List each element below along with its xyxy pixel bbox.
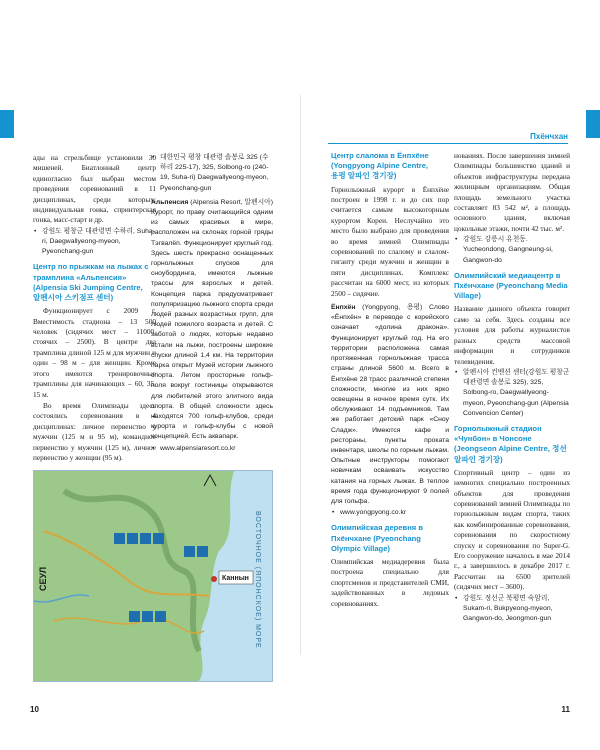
- address: • 강원도 정선군 북평면 숙암리, Sukam-ri, Bukpyeong-myeon, Gangwon-do, Jeongmon-gun: [463, 594, 570, 625]
- paragraph: [151, 198, 273, 443]
- alpensia-title: Альпенсия: [151, 198, 189, 206]
- paragraph: ады на стрельбище установили 30 мишеней. Биатлонный центр единогласно был выбран местом проведения соревнований в 11 дисциплинах, среди которых: индивидуальная гонка, спринтерская гонка, масс-старт и др.: [33, 153, 156, 225]
- sea-label: ВОСТОЧНОЕ (ЯПОНСКОЕ) МОРЕ: [254, 511, 261, 649]
- address-list: [151, 153, 273, 194]
- header-rule: [328, 143, 568, 144]
- website-link[interactable]: • www.yongpyong.co.kr: [340, 508, 449, 518]
- address-list: [454, 368, 570, 419]
- venue-icon: [155, 611, 166, 622]
- address: • 대한민국 평창 대관령 솔봉로 325 (수하리 225-17), 325, Solbong-ro (240-19, Suha-ri) Daegwallyeong-myeon, Pyeonchang-gun: [160, 153, 273, 194]
- left-thumb-tab: [0, 110, 14, 138]
- running-head: Пхёнчхан: [530, 132, 568, 141]
- paragraph: Функционирует с 2009 г. Вместимость стадиона – 13 500 человек (сидячих мест – 11000, стоячих – 2500). В центре два трамплина длиной 125 м для мужчин и один – 98 м – для женщин. Кроме этого имеются тренировочные трамплины для начинающих – 60, 35, 15 м.: [33, 306, 156, 399]
- venue-icon: [127, 533, 138, 544]
- venue-icon: [197, 546, 208, 557]
- paragraph: Горнолыжный курорт в Ёнпхёне построен в 1998 г. и до сих пор считается самым высокогорным курортом Кореи. Неслучайно это место было выбрано для проведения во время зимней Олимпиады соревнований по слалому и слалом-гиганту среди мужчин и женщин в пяти дисциплинах. Комплекс рассчитан на 6000 мест, из которых 2500 – сидячие.: [331, 184, 449, 298]
- page-number-left: 10: [30, 705, 39, 714]
- paragraph: [331, 303, 449, 507]
- address: • 강원도 강릉시 유천동. Yucheondong, Gangneung-si, Gangwon-do: [463, 235, 570, 266]
- region-map: [33, 470, 273, 682]
- venue-icon: [114, 533, 125, 544]
- column-4: [454, 151, 570, 624]
- column-2: [151, 153, 273, 454]
- venue-icon: [129, 611, 140, 622]
- alpensia-korean: (Alpensia Resort, 알펜시아): [190, 198, 273, 206]
- map-drawing: [34, 471, 272, 681]
- gangneung-marker: [211, 576, 217, 582]
- address: • 알펜시아 컨벤션 센터(강원도 평창군 대관령면 솔봉로 325), 325, Solbong-ro, Daegwallyeong-myeon, Pyeonchang-gun (Alpensia Convencion Center): [463, 368, 570, 419]
- venue-icon: [153, 533, 164, 544]
- section-heading-ski-jump: Центр по прыжкам на лыжах с трамплина «Альпенсия» (Alpensia Ski Jumping Centre, 알펜시아 스키점프 센터): [33, 262, 149, 303]
- right-thumb-tab: [586, 110, 600, 138]
- section-heading-media: Олимпийский медиацентр в Пхёнчхане (Pyeonchang Media Village): [454, 270, 568, 301]
- yongpyong-text: Слово «Ёнпхён» в переводе с корейского означает «долина дракона». Функционирует круглый год. На его территории расположена самая протяженная горнолыжная трасса страны длиной 5600 м. Всего в Ёнпхёне 28 трасс различной степени сложности, многие из них ярко освещены в ночное время сутк. Их обслуживают 14 подъемников. Там же работает детский парк «Сноу Сладж». Имеются кафе и рестораны, пункты проката инвентаря, школы по горным лыжам. Опытные инструкторы помогают новичкам осваивать искусство катания на горных лыжах. В теплое время года функционируют 9 полей для гольфа.: [331, 304, 449, 505]
- website-list: [151, 444, 273, 454]
- website-link[interactable]: • www.alpensiaresort.co.kr: [160, 444, 273, 454]
- column-1: [33, 153, 156, 464]
- paragraph: нованиях. После завершения зимней Олимпиады большинство зданий и объектов инфраструктуры передана жилищным организациям. Общая площадь земельного участка составляет 83 542 м², а площадь основного здания, включая цокольные этажи, почти 42 тыс. м².: [454, 151, 570, 233]
- venue-icon: [140, 533, 151, 544]
- venue-icon: [142, 611, 153, 622]
- website-list: [331, 508, 449, 518]
- section-heading-jeongseon: Горнолыжный стадион «Чунбон» в Чонсоне (Jeongseon Alpine Centre, 정선 알파인 경기장): [454, 423, 567, 464]
- yongpyong-title: Ёнпхён: [331, 304, 356, 312]
- section-heading-slalom: Центр слалома в Ёнпхёне (Yongpyong Alpine Centre, 용평 알파인 경기장): [331, 151, 429, 181]
- paragraph: Название данного объекта говорит само за себя. Здесь созданы все условия для работы журналистов разных средств массовой информации и сотрудников телевидения.: [454, 304, 570, 366]
- paragraph: Олимпийская медиадеревня была построена специально для спортсменов и представителей СМИ, задействованных в ледовых соревнованиях.: [331, 556, 449, 608]
- alpensia-text: Курорт, по праву считающийся одним из самых красивых в мире, расположен на склонах горной гряды Тэгвалёп. Функционирует круглый год. Здесь шесть прекрасно оснащенных горнолыжных спусков для сноубординга, имеются лыжные трассы для взрослых и детей. Концепция парка предусматривает популяризацию лыжного спорта среди людей разных возрастных групп, для людей пожилого возраста и детей. С заботой о людях, которые недавно встали на лыжи, построены широкие спуски длиной 1,4 км. На территории парка открыт Музей истории лыжного спорта. Летом просторные гольф-поля вокруг гостиницы открываются для любителей этого элитного вида спорта. В общей сложности здесь находятся 700 гольф-клубов, среди курорта и гольф-клубы с новой концепцией. Есть аквапарк.: [151, 209, 273, 441]
- venue-icon: [184, 546, 195, 557]
- paragraph: Во время Олимпиады здесь состоялись соревнования в 4 дисциплинах: личное первенство у мужчин (125 м и 95 м), командное первенство у мужчин (125 м), личное первенство у женщин (95 м).: [33, 400, 156, 462]
- seoul-label: СЕУЛ: [38, 566, 48, 591]
- column-3: [331, 151, 449, 610]
- address: • 강원도 평창군 대관령면 수하리, Suha-ri, Daegwallyeong-myeon, Pyeonchang-gun: [42, 227, 156, 258]
- yongpyong-korean: (Yongpyong, 용평): [362, 304, 423, 312]
- gangneung-label: Каннын: [222, 575, 249, 582]
- paragraph: Спортивный центр – один из немногих специально построенных объектов для проведения соревнований зимней Олимпиады по горнолыжным видам спорта, таких как комбинированные соревнования, соревнования по скоростному спуску и соревнования по Super-G. Его сооружение началось в мае 2014 г., а завершилось в декабре 2017 г. Рассчитан на 6500 зрителей (сидячих мест – 3600).: [454, 467, 570, 592]
- address-list: [454, 594, 570, 625]
- address-list: [454, 235, 570, 266]
- page-number-right: 11: [561, 705, 570, 714]
- spine-divider: [300, 95, 301, 655]
- section-heading-village: Олимпийская деревня в Пхёнчхане (Pyeonchang Olympic Village): [331, 523, 423, 553]
- address-list: [33, 227, 156, 258]
